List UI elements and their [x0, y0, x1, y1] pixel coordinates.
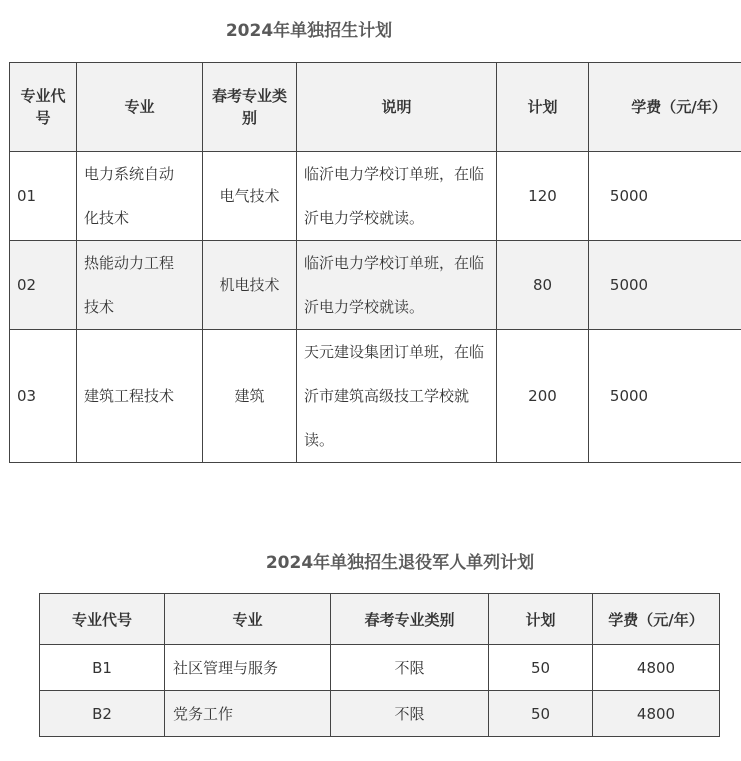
cell-description: 临沂电力学校订单班，在临沂电力学校就读。 — [297, 241, 497, 330]
cell-category: 建筑 — [203, 330, 297, 463]
cell-major: 社区管理与服务 — [165, 645, 331, 691]
cell-major: 热能动力工程技术 — [77, 241, 203, 330]
header-major: 专业 — [77, 63, 203, 152]
table-row — [40, 691, 720, 737]
cell-code: 03 — [10, 330, 77, 463]
cell-plan: 50 — [489, 645, 593, 691]
cell-code: 01 — [10, 152, 77, 241]
table-row — [10, 330, 741, 463]
cell-category: 不限 — [331, 645, 489, 691]
cell-code: 02 — [10, 241, 77, 330]
cell-major: 党务工作 — [165, 691, 331, 737]
table-row — [40, 645, 720, 691]
table-header-row — [40, 594, 720, 645]
cell-plan: 50 — [489, 691, 593, 737]
table-row — [10, 241, 741, 330]
table-header-row — [10, 63, 741, 152]
cell-description: 天元建设集团订单班，在临沂市建筑高级技工学校就读。 — [297, 330, 497, 463]
header-category: 春考专业类别 — [331, 594, 489, 645]
cell-major: 建筑工程技术 — [77, 330, 203, 463]
header-plan: 计划 — [489, 594, 593, 645]
cell-category: 机电技术 — [203, 241, 297, 330]
cell-code: B2 — [40, 691, 165, 737]
cell-plan: 120 — [497, 152, 589, 241]
cell-fee: 4800 — [593, 691, 720, 737]
header-fee: 学费（元/年） — [589, 63, 741, 152]
cell-fee: 5000 — [589, 152, 741, 241]
header-fee: 学费（元/年） — [593, 594, 720, 645]
cell-category: 不限 — [331, 691, 489, 737]
cell-major: 电力系统自动化技术 — [77, 152, 203, 241]
cell-code: B1 — [40, 645, 165, 691]
veteran-plan-table — [39, 593, 720, 737]
header-major: 专业 — [165, 594, 331, 645]
cell-plan: 200 — [497, 330, 589, 463]
header-description: 说明 — [297, 63, 497, 152]
cell-fee: 5000 — [589, 241, 741, 330]
header-category: 春考专业类别 — [203, 63, 297, 152]
page-title: 2024年单独招生计划 — [225, 21, 393, 41]
header-plan: 计划 — [497, 63, 589, 152]
enrollment-plan-table — [9, 62, 741, 463]
cell-fee: 4800 — [593, 645, 720, 691]
cell-category: 电气技术 — [203, 152, 297, 241]
table-row — [10, 152, 741, 241]
cell-fee: 5000 — [589, 330, 741, 463]
header-code: 专业代号 — [40, 594, 165, 645]
cell-description: 临沂电力学校订单班，在临沂电力学校就读。 — [297, 152, 497, 241]
section-title: 2024年单独招生退役军人单列计划 — [265, 553, 535, 573]
header-code: 专业代号 — [10, 63, 77, 152]
cell-plan: 80 — [497, 241, 589, 330]
